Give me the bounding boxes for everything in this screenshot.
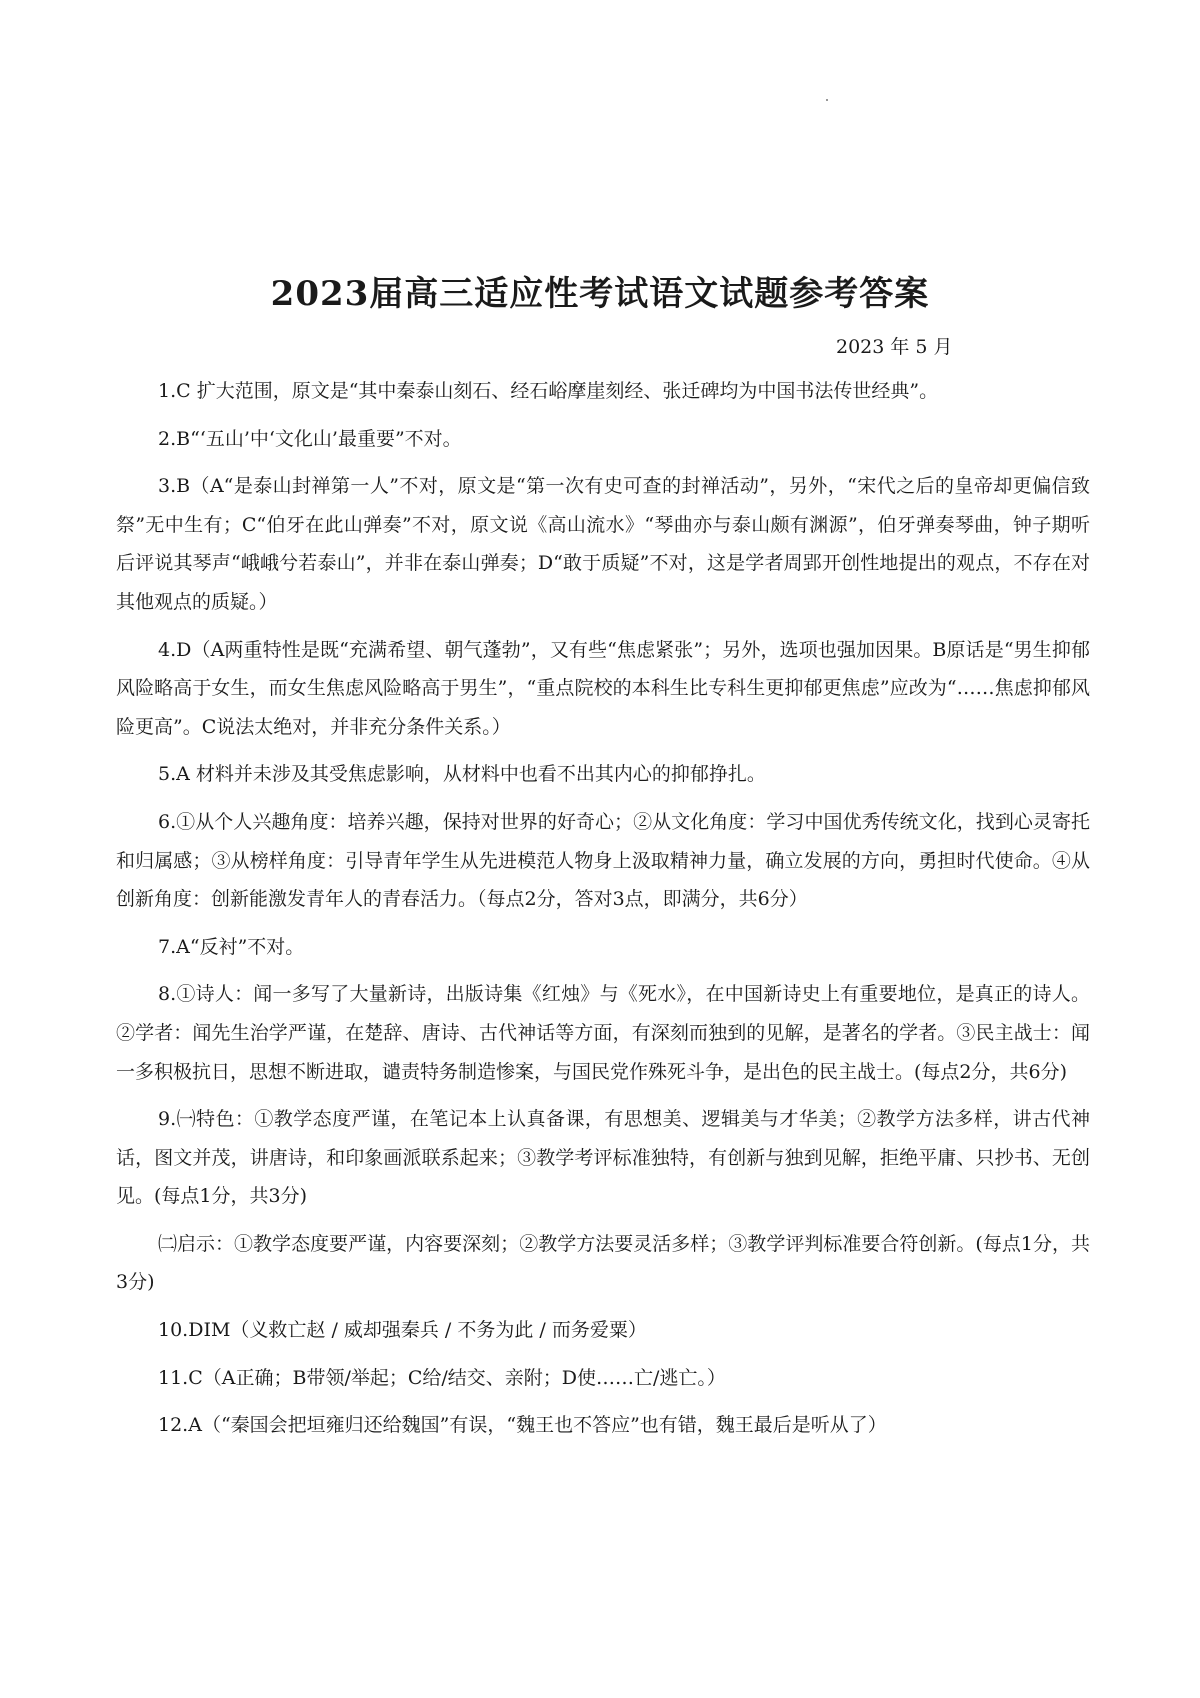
answer-3: 3.B（A“是泰山封禅第一人”不对，原文是“第一次有史可查的封禅活动”，另外，“宋代之后的皇帝却更偏信致祭”无中生有；C“伯牙在此山弹奏”不对，原文说《高山流水》“琴曲亦与泰山颇有渊源”，伯牙弹奏琴曲，钟子期听后评说其琴声“峨峨兮若泰山”，并非在泰山弹奏；D“敢于质疑”不对，这是学者周郢开创性地提出的观点，不存在对其他观点的质疑。） [116, 475, 1090, 613]
answer-9-part-2: ㈡启示：①教学态度要严谨，内容要深刻；②教学方法要灵活多样；③教学评判标准要合符创新。(每点1分，共3分) [116, 1232, 1090, 1294]
answer-4: 4.D（A两重特性是既“充满希望、朝气蓬勃”，又有些“焦虑紧张”；另外，选项也强加因果。B原话是“男生抑郁风险略高于女生，而女生焦虑风险略高于男生”，“重点院校的本科生比专科生更抑郁更焦虑”应改为“……焦虑抑郁风险更高”。C说法太绝对，并非充分条件关系。） [116, 638, 1090, 738]
answer-10: 10.DIM（义救亡赵 / 威却强秦兵 / 不务为此 / 而务爱粟） [158, 1319, 647, 1342]
answer-2: 2.B“‘五山’中‘文化山’最重要”不对。 [158, 427, 462, 450]
answer-8: 8.①诗人：闻一多写了大量新诗，出版诗集《红烛》与《死水》，在中国新诗史上有重要地位，是真正的诗人。②学者：闻先生治学严谨，在楚辞、唐诗、古代神话等方面，有深刻而独到的见解，是著名的学者。③民主战士：闻一多积极抗日，思想不断进取，谴责特务制造惨案，与国民党作殊死斗争，是出色的民主战士。(每点2分，共6分) [116, 983, 1090, 1083]
answer-12: 12.A（“秦国会把垣雍归还给魏国”有误，“魏王也不答应”也有错，魏王最后是听从了） [158, 1414, 887, 1437]
answer-5: 5.A 材料并未涉及其受焦虑影响，从材料中也看不出其内心的抑郁挣扎。 [158, 763, 766, 786]
answer-6: 6.①从个人兴趣角度：培养兴趣，保持对世界的好奇心；②从文化角度：学习中国优秀传统文化，找到心灵寄托和归属感；③从榜样角度：引导青年学生从先进模范人物身上汲取精神力量，确立发展的方向，勇担时代使命。④从创新角度：创新能激发青年人的青春活力。（每点2分，答对3点，即满分，共6分） [116, 810, 1090, 911]
answer-1: 1.C 扩大范围，原文是“其中秦泰山刻石、经石峪摩崖刻经、张迁碑均为中国书法传世经典”。 [158, 380, 939, 402]
answer-9-part-1: 9.㈠特色：①教学态度严谨，在笔记本上认真备课，有思想美、逻辑美与才华美；②教学方法多样，讲古代神话，图文并茂，讲唐诗，和印象画派联系起来；③教学考评标准独特，有创新与独到见解，拒绝平庸、只抄书、无创见。(每点1分，共3分) [116, 1108, 1090, 1208]
answer-list [116, 372, 1090, 1445]
answer-7: 7.A“反衬”不对。 [158, 935, 305, 958]
scan-speck [826, 99, 828, 101]
page-title: 2023届高三适应性考试语文试题参考答案 [270, 274, 930, 314]
answer-11: 11.C（A正确；B带领/举起；C给/结交、亲附；D使……亡/逃亡。） [158, 1366, 726, 1389]
date-line: 2023 年 5 月 [836, 336, 953, 358]
